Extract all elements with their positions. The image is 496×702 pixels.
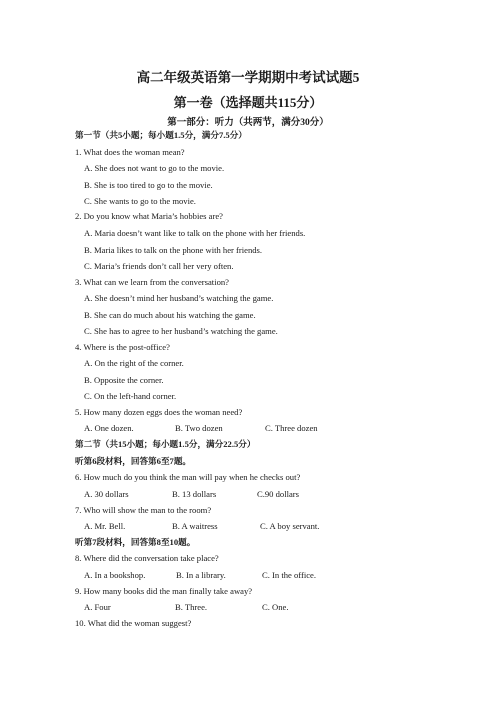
q6-option-a: A. 30 dollars [84, 489, 129, 499]
q8-option-c: C. In the office. [262, 570, 317, 580]
q9-option-b: B. Three. [175, 602, 208, 612]
q7-option-b: B. A waitress [172, 521, 218, 531]
q4-option-a: A. On the right of the corner. [84, 358, 184, 368]
q8-option-b: B. In a library. [176, 570, 226, 580]
q7-option-a: A. Mr. Bell. [84, 521, 126, 531]
material-7-instruction: 听第7段材料，回答第8至10题。 [75, 537, 196, 547]
q9-option-c: C. One. [262, 602, 289, 612]
q8-option-a: A. In a bookshop. [84, 570, 146, 580]
q5-option-b: B. Two dozen [175, 423, 223, 433]
exam-title: 高二年级英语第一学期期中考试试题5 [136, 70, 360, 85]
q2-option-a: A. Maria doesn’t want like to talk on the phone with her friends. [84, 228, 306, 238]
q3-option-c: C. She has to agree to her husband’s watching the game. [84, 326, 278, 336]
q2-option-b: B. Maria likes to talk on the phone with her friends. [84, 245, 263, 255]
question-10: 10. What did the woman suggest? [75, 618, 192, 628]
q6-option-c: C.90 dollars [257, 489, 300, 499]
section1-heading: 第一节（共5小题；每小题1.5分，满分7.5分） [75, 130, 247, 140]
question-9: 9. How many books did the man finally take away? [75, 586, 253, 596]
volume-heading: 第一卷（选择题共115分） [173, 95, 323, 110]
question-3: 3. What can we learn from the conversation? [75, 277, 229, 287]
q5-option-c: C. Three dozen [265, 423, 318, 433]
question-2: 2. Do you know what Maria’s hobbies are? [75, 211, 223, 221]
part-heading: 第一部分：听力（共两节，满分30分） [167, 118, 329, 128]
question-7: 7. Who will show the man to the room? [75, 505, 212, 515]
q1-option-a: A. She does not want to go to the movie. [84, 163, 225, 173]
question-4: 4. Where is the post-office? [75, 342, 170, 352]
q6-option-b: B. 13 dollars [172, 489, 217, 499]
q1-option-c: C. She wants to go to the movie. [84, 196, 196, 206]
question-5: 5. How many dozen eggs does the woman need? [75, 407, 243, 417]
q5-option-a: A. One dozen. [84, 423, 134, 433]
question-1: 1. What does the woman mean? [75, 147, 185, 157]
q1-option-b: B. She is too tired to go to the movie. [84, 180, 213, 190]
question-6: 6. How much do you think the man will pay when he checks out? [75, 472, 301, 482]
q9-option-a: A. Four [84, 602, 111, 612]
q7-option-c: C. A boy servant. [260, 521, 320, 531]
question-8: 8. Where did the conversation take place? [75, 553, 219, 563]
q2-option-c: C. Maria’s friends don’t call her very often. [84, 261, 234, 271]
q4-option-c: C. On the left-hand corner. [84, 391, 177, 401]
section2-heading: 第二节（共15小题；每小题1.5分，满分22.5分） [75, 439, 256, 449]
q4-option-b: B. Opposite the corner. [84, 375, 164, 385]
material-6-instruction: 听第6段材料，回答第6至7题。 [75, 456, 192, 466]
q3-option-a: A. She doesn’t mind her husband’s watching the game. [84, 293, 274, 303]
q3-option-b: B. She can do much about his watching the game. [84, 310, 256, 320]
